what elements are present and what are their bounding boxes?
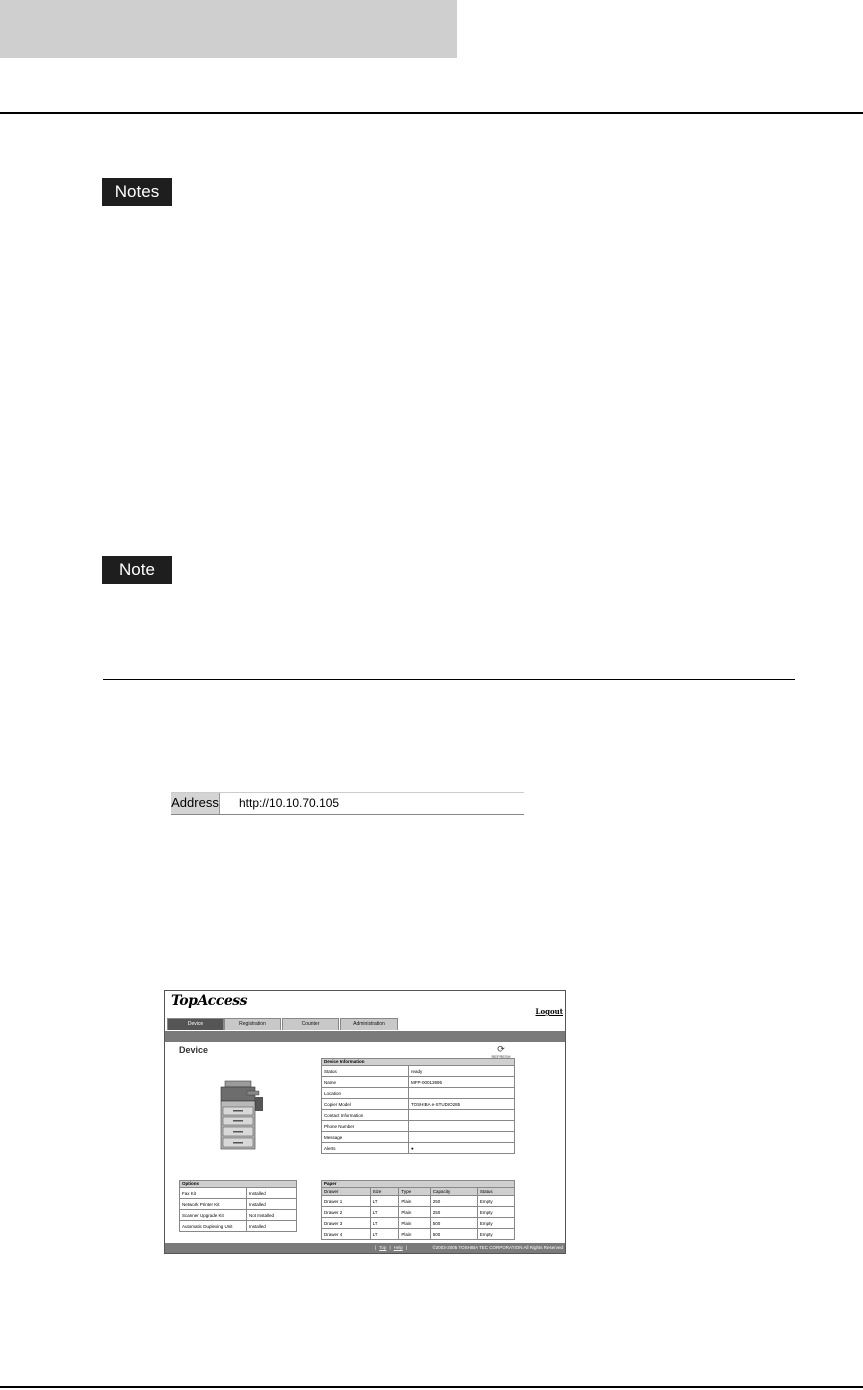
- options-caption: Options: [180, 1181, 297, 1188]
- address-url[interactable]: http://10.10.70.105: [239, 796, 340, 810]
- header-bar: [0, 0, 457, 58]
- section-rule: [103, 679, 795, 680]
- note-label: Note: [102, 556, 172, 584]
- device-info-caption: Device Information: [322, 1059, 515, 1066]
- table-row: Phone Number: [322, 1121, 515, 1132]
- table-row: Network Printer Kit Installed: [180, 1199, 297, 1210]
- tab-administration[interactable]: Administration: [340, 1018, 398, 1030]
- table-row: Automatic Duplexing Unit Installed: [180, 1221, 297, 1232]
- alert-icon: ●: [409, 1143, 515, 1154]
- address-bar[interactable]: [171, 792, 524, 815]
- tab-underbar: [165, 1031, 565, 1042]
- tab-bar: [165, 1018, 565, 1032]
- notes-label: Notes: [102, 178, 172, 206]
- page-title: Device: [179, 1045, 209, 1055]
- table-row: Drawer 1 LT Plain 250 Empty: [322, 1196, 515, 1207]
- table-row: Status ready: [322, 1066, 515, 1077]
- copier-image: [217, 1079, 263, 1151]
- table-row: Location: [322, 1088, 515, 1099]
- device-info-table: [321, 1058, 515, 1154]
- table-row: Fax Kit Installed: [180, 1188, 297, 1199]
- topaccess-screenshot: [164, 990, 566, 1254]
- tab-registration[interactable]: Registration: [224, 1018, 281, 1030]
- top-rule: [0, 112, 863, 114]
- paper-table: [321, 1180, 515, 1240]
- table-row: Copier Model TOSHIBA e-STUDIO285: [322, 1099, 515, 1110]
- address-label: Address: [171, 793, 220, 814]
- tab-counter[interactable]: Counter: [282, 1018, 339, 1030]
- table-row: Drawer 4 LT Plain 500 Empty: [322, 1229, 515, 1240]
- table-row: Drawer 3 LT Plain 500 Empty: [322, 1218, 515, 1229]
- logout-link[interactable]: Logout: [535, 1007, 563, 1016]
- table-row: Scanner Upgrade Kit Not Installed: [180, 1210, 297, 1221]
- refresh-label: REFRESH: [491, 1054, 511, 1059]
- bottom-rule: [0, 1386, 863, 1388]
- options-table: [179, 1180, 297, 1232]
- topaccess-logo: TopAccess: [171, 993, 248, 1009]
- help-link[interactable]: Help: [393, 1245, 403, 1250]
- table-header-row: Drawer Size Type Capacity Status: [322, 1188, 515, 1196]
- table-row: Contact Information: [322, 1110, 515, 1121]
- refresh-icon: ⟳: [497, 1044, 505, 1054]
- table-row: Name MFP-00013995: [322, 1077, 515, 1088]
- copyright: ©2003-2005 TOSHIBA TEC CORPORATION All Rights Reserved: [432, 1245, 563, 1250]
- table-row: Alerts ●: [322, 1143, 515, 1154]
- refresh-button[interactable]: [487, 1045, 515, 1059]
- footer-bar: | Top | Help | ©2003-2005 TOSHIBA TEC CORPORATION All Rights Reserved: [165, 1243, 565, 1253]
- table-row: Message: [322, 1132, 515, 1143]
- paper-caption: Paper: [322, 1181, 515, 1188]
- tab-device[interactable]: Device: [167, 1018, 224, 1030]
- top-link[interactable]: Top: [379, 1245, 387, 1250]
- table-row: Drawer 2 LT Plain 250 Empty: [322, 1207, 515, 1218]
